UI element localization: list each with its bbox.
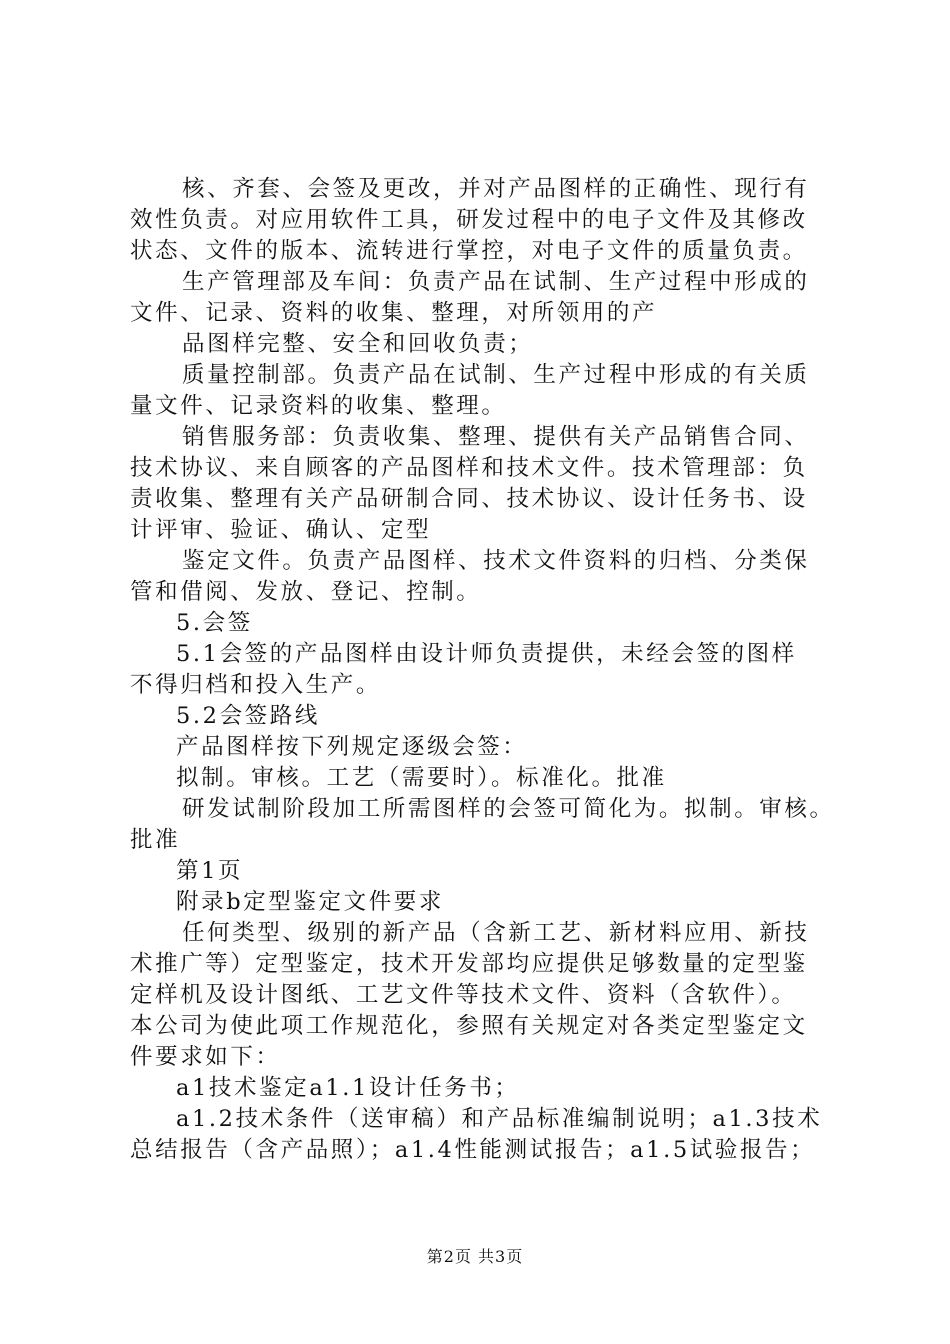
list-item: a1技术鉴定a1.1设计任务书； bbox=[176, 1075, 520, 1101]
paragraph-line: 状态、文件的版本、流转进行掌控，对电子文件的质量负责。 bbox=[130, 238, 808, 264]
paragraph-line: 拟制。审核。工艺（需要时）。标准化。批准 bbox=[176, 765, 667, 791]
paragraph-line: 术推广等）定型鉴定，技术开发部均应提供足够数量的定型鉴 bbox=[130, 951, 808, 977]
paragraph-line: 生产管理部及车间：负责产品在试制、生产过程中形成的 bbox=[182, 269, 810, 295]
paragraph-line: 研发试制阶段加工所需图样的会签可简化为。拟制。审核。 bbox=[182, 796, 835, 822]
list-item: a1.2技术条件（送审稿）和产品标准编制说明；a1.3技术 bbox=[176, 1106, 823, 1132]
paragraph-line: 鉴定文件。负责产品图样、技术文件资料的归档、分类保 bbox=[182, 548, 810, 574]
section-heading: 5.会签 bbox=[176, 610, 253, 636]
paragraph-line: 不得归档和投入生产。 bbox=[130, 672, 382, 698]
paragraph-line: 本公司为使此项工作规范化，参照有关规定对各类定型鉴定文 bbox=[130, 1013, 808, 1039]
paragraph-line: 责收集、整理有关产品研制合同、技术协议、设计任务书、设 bbox=[130, 486, 808, 512]
paragraph-line: 销售服务部：负责收集、整理、提供有关产品销售合同、 bbox=[182, 424, 810, 450]
paragraph-line: 5.1会签的产品图样由设计师负责提供，未经会签的图样 bbox=[176, 641, 797, 667]
paragraph-line: 任何类型、级别的新产品（含新工艺、新材料应用、新技 bbox=[182, 920, 810, 946]
paragraph-line: 技术协议、来自顾客的产品图样和技术文件。技术管理部：负 bbox=[130, 455, 808, 481]
paragraph-line: 效性负责。对应用软件工具，研发过程中的电子文件及其修改 bbox=[130, 207, 808, 233]
appendix-heading: 附录b定型鉴定文件要求 bbox=[176, 889, 445, 915]
page-footer: 第2页 共3页 bbox=[426, 1247, 524, 1266]
paragraph-line: 批准 bbox=[130, 827, 181, 853]
inline-page-number: 第1页 bbox=[176, 858, 244, 884]
document-body bbox=[130, 174, 840, 1166]
paragraph-line: 文件、记录、资料的收集、整理，对所领用的产 bbox=[130, 300, 658, 326]
paragraph-line: 计评审、验证、确认、定型 bbox=[130, 517, 432, 543]
paragraph-line: 质量控制部。负责产品在试制、生产过程中形成的有关质 bbox=[182, 362, 810, 388]
list-item: 总结报告（含产品照）；a1.4性能测试报告；a1.5试验报告； bbox=[130, 1137, 816, 1163]
paragraph-line: 管和借阅、发放、登记、控制。 bbox=[130, 579, 482, 605]
paragraph-line: 核、齐套、会签及更改，并对产品图样的正确性、现行有 bbox=[182, 176, 810, 202]
paragraph-line: 定样机及设计图纸、工艺文件等技术文件、资料（含软件）。 bbox=[130, 982, 797, 1008]
paragraph-line: 件要求如下： bbox=[130, 1044, 281, 1070]
paragraph-line: 品图样完整、安全和回收负责； bbox=[182, 331, 534, 357]
section-heading: 5.2会签路线 bbox=[176, 703, 320, 729]
paragraph-line: 量文件、记录资料的收集、整理。 bbox=[130, 393, 507, 419]
paragraph-line: 产品图样按下列规定逐级会签： bbox=[176, 734, 528, 760]
